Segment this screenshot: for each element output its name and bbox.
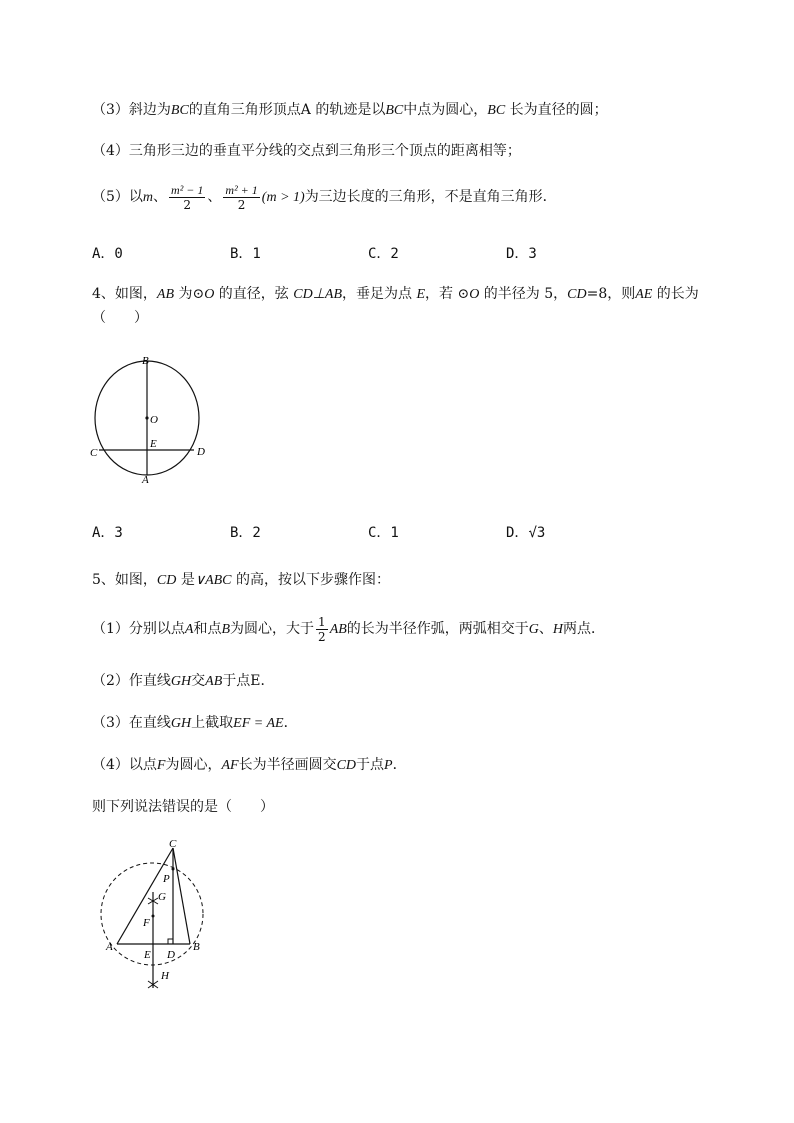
- text: 的长为: [652, 286, 699, 302]
- text: 于点E．: [222, 673, 275, 689]
- math: ∨ABC: [194, 573, 232, 588]
- text: 长为直径的圆；: [505, 102, 608, 118]
- fraction-half: [316, 615, 328, 644]
- math: O: [204, 287, 215, 302]
- math-bc: BC: [487, 103, 506, 118]
- text: （4）以点: [92, 757, 157, 773]
- math-bc: BC: [170, 103, 189, 118]
- math: AF: [221, 758, 239, 773]
- text: 于点: [356, 757, 385, 773]
- text: （3）在直线: [92, 715, 171, 731]
- sqrt-value: √3: [528, 525, 546, 541]
- q5-question: 则下列说法错误的是（ ）: [92, 799, 274, 815]
- math: CD: [156, 573, 177, 588]
- text: D．: [506, 525, 529, 541]
- q4-option-b[interactable]: B．2: [230, 525, 261, 541]
- math: CD⊥AB: [293, 287, 342, 302]
- text: 的直径，弦: [214, 286, 294, 302]
- q3-option-b[interactable]: B．1: [230, 246, 261, 262]
- label-e: E: [144, 949, 151, 961]
- text: 两点．: [563, 621, 606, 637]
- math: AB: [156, 287, 175, 302]
- q5-construction-figure: [100, 838, 215, 998]
- text: 4、如图，: [92, 286, 157, 302]
- text: 的半径为 5，: [479, 286, 568, 302]
- text: （2）作直线: [92, 673, 171, 689]
- numerator: m² + 1: [225, 182, 258, 197]
- text: ，若 ⊙: [425, 286, 470, 302]
- q4-stem: [92, 284, 699, 305]
- text: 为圆心，大于: [230, 621, 315, 637]
- text: （3）斜边为: [92, 102, 171, 118]
- q5-step-3: [92, 713, 298, 734]
- q3-item-3: [92, 100, 608, 121]
- label-h: H: [161, 970, 169, 982]
- label-c: C: [169, 838, 177, 850]
- point-f: [152, 915, 155, 918]
- math: A: [184, 622, 194, 637]
- label-e: E: [150, 438, 157, 450]
- label-d: D: [167, 949, 175, 961]
- fraction-2: [223, 183, 259, 212]
- q4-answer-blank: （ ）: [92, 310, 148, 326]
- right-angle-mark: [168, 939, 173, 944]
- center-dot: [145, 416, 148, 419]
- text: 、: [153, 189, 168, 205]
- denominator: 2: [237, 197, 246, 212]
- q4-option-a[interactable]: A．3: [92, 525, 123, 541]
- q4-option-c[interactable]: C．1: [368, 525, 399, 541]
- q3-option-d[interactable]: D．3: [506, 246, 537, 262]
- q4-circle-figure: [84, 352, 214, 487]
- math: EF = AE: [233, 716, 284, 731]
- point-p: [172, 868, 175, 871]
- math: B: [221, 622, 231, 637]
- dashed-circle: [101, 863, 203, 965]
- text: 为三边长度的三角形，不是直角三角形．: [304, 189, 557, 205]
- q3-option-a[interactable]: A．0: [92, 246, 123, 262]
- label-b: B: [193, 941, 200, 953]
- math: GH: [170, 674, 192, 689]
- q3-option-c[interactable]: C．2: [368, 246, 399, 262]
- label-a: A: [106, 941, 113, 953]
- q4-option-d[interactable]: [506, 522, 545, 542]
- numerator: m² − 1: [171, 182, 204, 197]
- math: O: [469, 287, 480, 302]
- q3-item-5: [92, 180, 557, 215]
- fraction-1: [169, 183, 205, 212]
- math: E: [416, 287, 426, 302]
- math-bc: BC: [385, 103, 404, 118]
- math: AE: [635, 287, 653, 302]
- math: AB: [205, 674, 223, 689]
- text: 为圆心，: [165, 757, 222, 773]
- text: （5）以: [92, 189, 143, 205]
- text: 5、如图，: [92, 572, 157, 588]
- denominator: 2: [183, 197, 192, 212]
- side-bc: [173, 848, 190, 944]
- math-m: m: [142, 190, 154, 205]
- text: =8，则: [586, 286, 636, 302]
- q5-step-2: [92, 671, 275, 692]
- label-b: B: [142, 355, 149, 367]
- text: 长为半径画圆交: [238, 757, 337, 773]
- math: H: [552, 622, 564, 637]
- math: CD: [336, 758, 357, 773]
- text: ．: [392, 757, 407, 773]
- math: CD: [567, 287, 587, 302]
- text: 的直角三角形顶点A 的轨迹是以: [188, 102, 386, 118]
- q5-step-1: [92, 612, 605, 647]
- text: 的长为半径作弧，两弧相交于: [346, 621, 529, 637]
- math: F: [156, 758, 166, 773]
- q5-step-4: [92, 755, 407, 776]
- text: 的高，按以下步骤作图：: [231, 572, 390, 588]
- text: 是: [176, 572, 195, 588]
- condition: (m > 1): [261, 190, 305, 205]
- label-c: C: [90, 447, 98, 459]
- label-p: P: [163, 873, 170, 885]
- q3-item-4: （4）三角形三边的垂直平分线的交点到三角形三个顶点的距离相等；: [92, 143, 521, 159]
- math: P: [384, 758, 393, 773]
- text: 和点: [193, 621, 222, 637]
- text: 、: [207, 189, 222, 205]
- text: 交: [191, 673, 206, 689]
- text: ，垂足为点: [342, 286, 417, 302]
- label-a: A: [142, 474, 149, 486]
- math: G: [528, 622, 539, 637]
- text: 、: [538, 621, 553, 637]
- q5-stem: [92, 570, 390, 591]
- text: （1）分别以点: [92, 621, 185, 637]
- numerator: 1: [318, 614, 326, 629]
- label-g: G: [158, 891, 166, 903]
- math: AB: [329, 622, 347, 637]
- label-f: F: [143, 917, 150, 929]
- text: 上截取: [191, 715, 234, 731]
- label-o: O: [150, 414, 158, 426]
- text: ．: [283, 715, 298, 731]
- denominator: 2: [318, 629, 326, 644]
- label-d: D: [197, 446, 205, 458]
- math: GH: [170, 716, 192, 731]
- text: 为⊙: [174, 286, 205, 302]
- text: 中点为圆心，: [403, 102, 488, 118]
